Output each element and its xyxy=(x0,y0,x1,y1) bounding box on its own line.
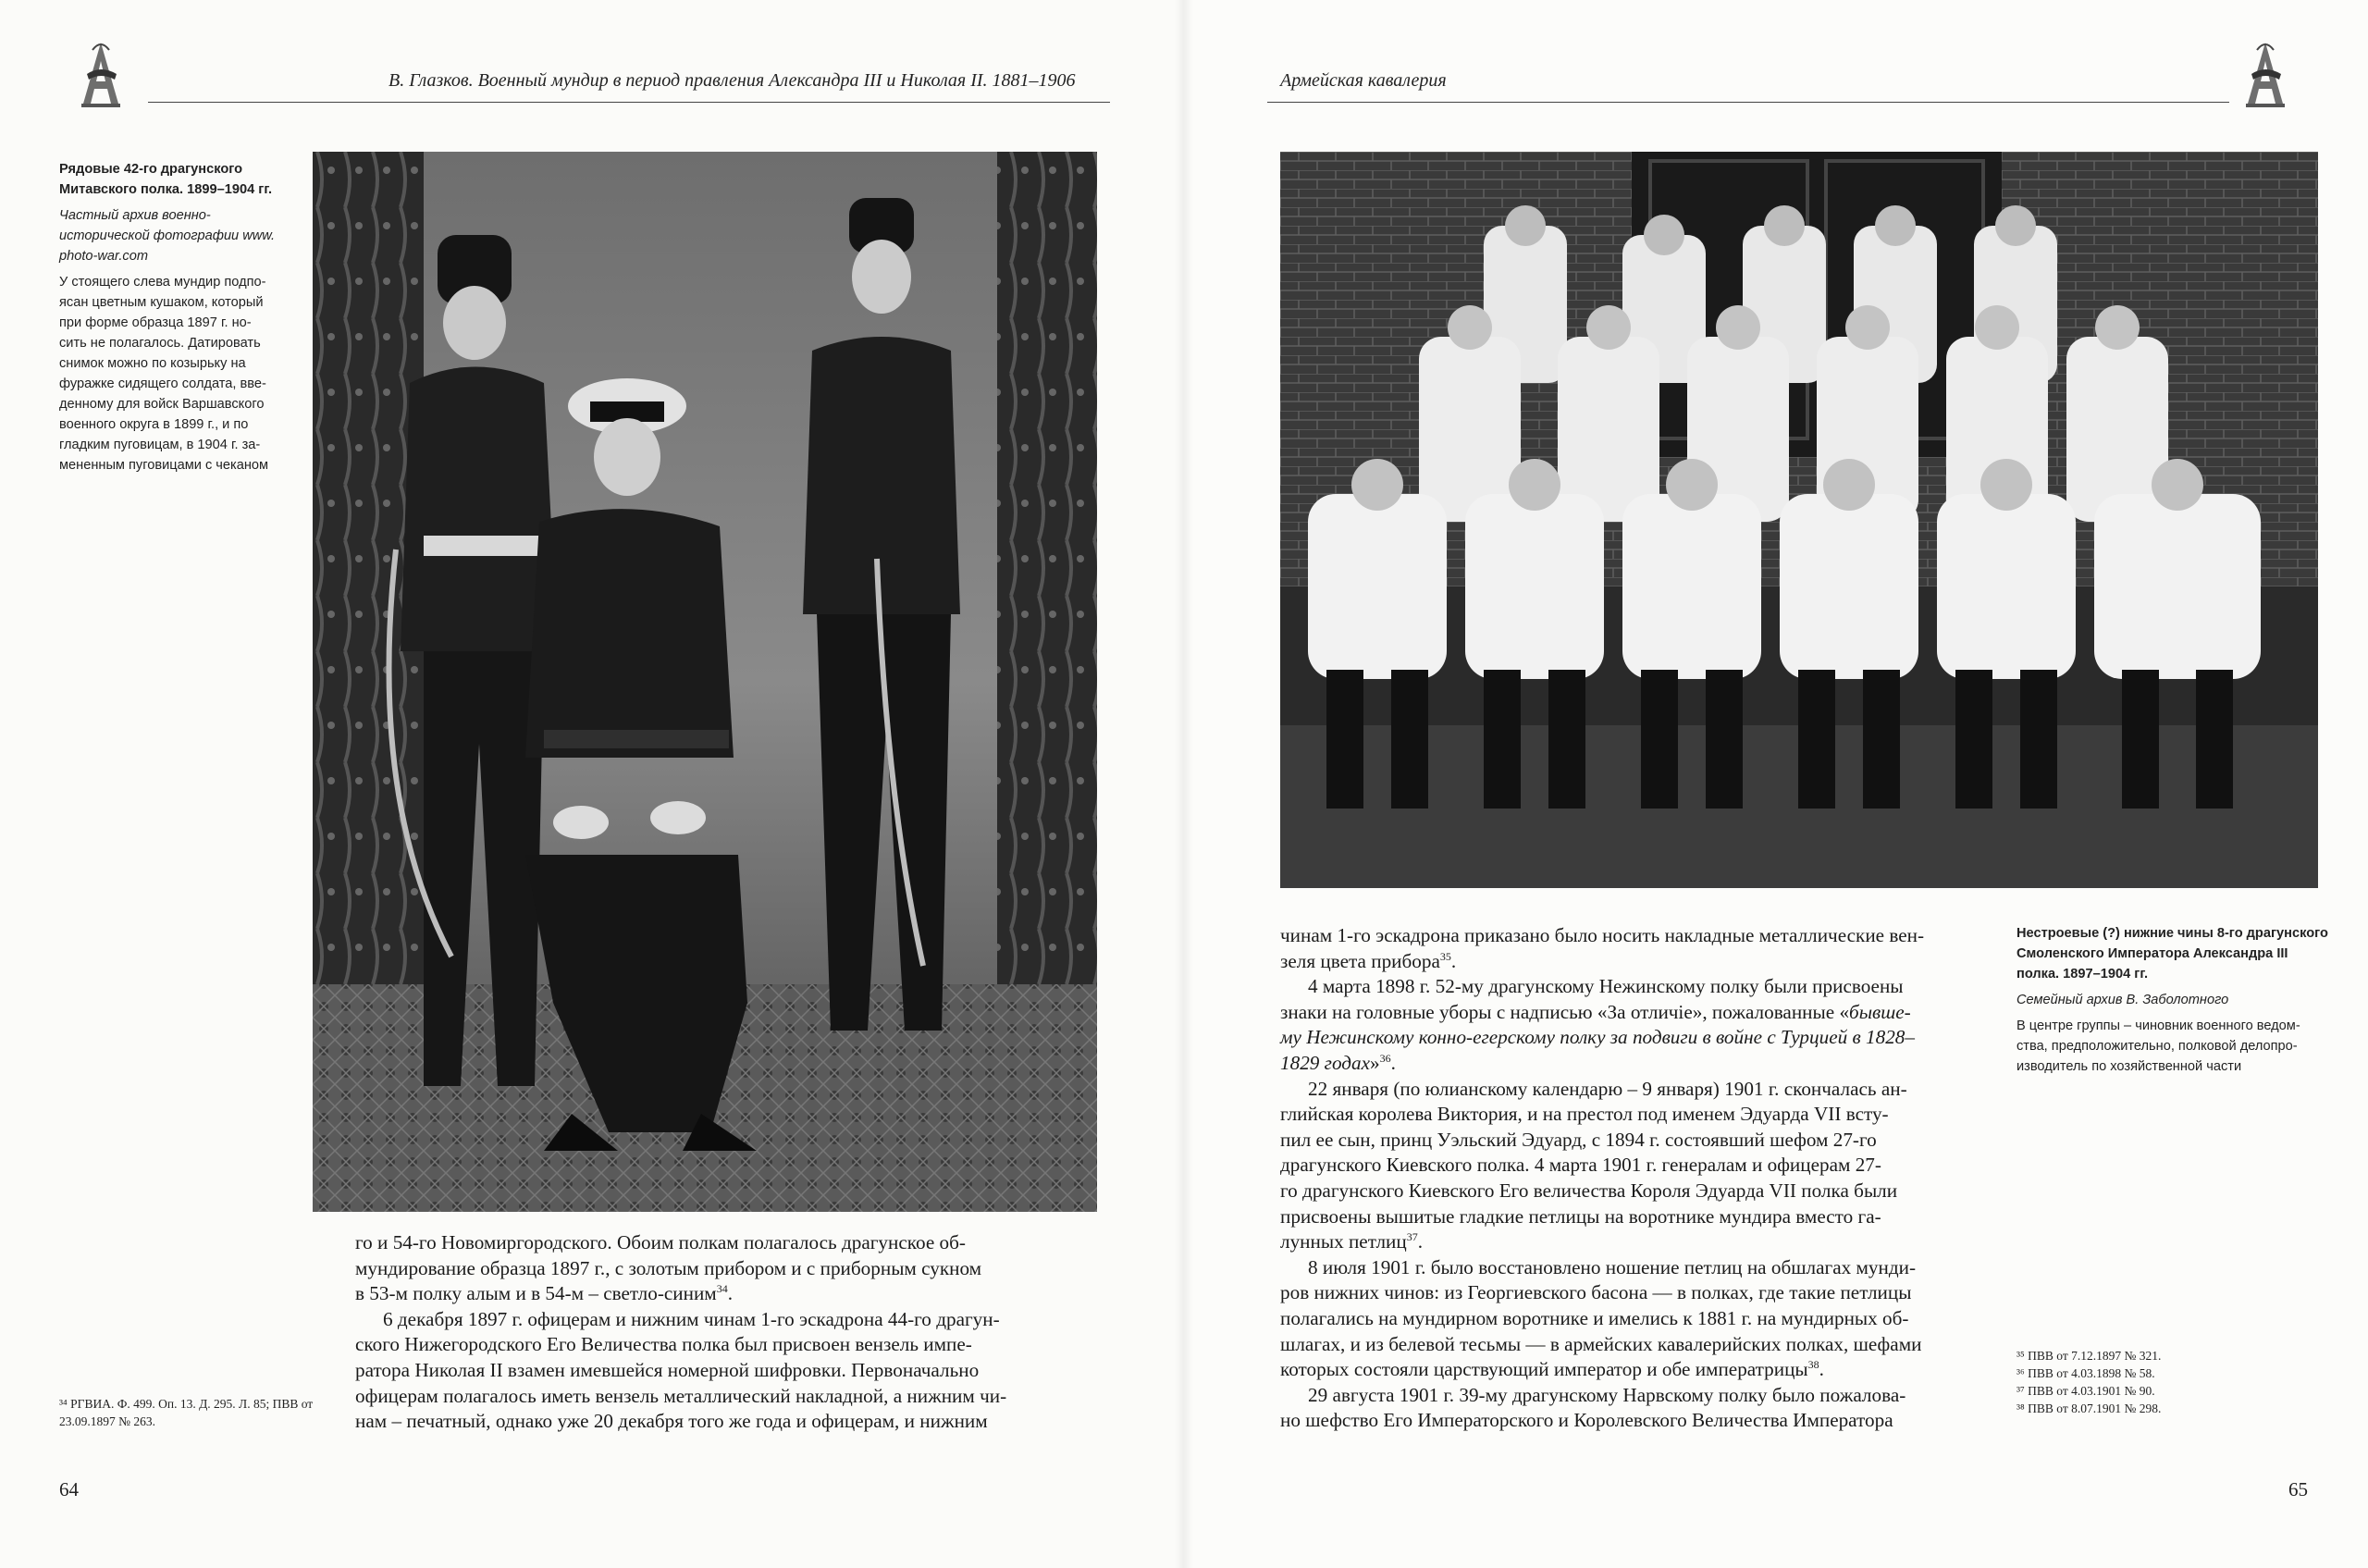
right-footnotes: ³⁵ ПВВ от 7.12.1897 № 321. ³⁶ ПВВ от 4.03.1898 № 58. ³⁷ ПВВ от 4.03.1901 № 90. ³⁸ ПВВ от 8.07.1901 № 298. xyxy=(2016,1349,2162,1415)
left-photo-caption xyxy=(59,159,295,475)
paragraph: го и 54-го Новомиргородского. Обоим полкам полагалось драгунское об- мундирование образца 1897 г., с золотым прибором и с приборным сукном в 53-м полку алым и в 54-м – светло-синим$^{34}$. xyxy=(355,1231,982,1305)
footnote-ref[interactable]: 36 xyxy=(1379,1051,1391,1065)
caption-description: В центре группы – чиновник военного ведом- ства, предположительно, полковой делопро- изводитель по хозяйственной части xyxy=(2016,1019,2300,1074)
paragraph: 4 марта 1898 г. 52-му драгунскому Нежинскому полку были присвоены знаки на головные уборы с надписью «За отличіе», пожалованные «бывше- му Нежинскому конно-егерскому полку за подвиги в войне с Турцией в 1828– 1829 годах»$^{36}$. xyxy=(1280,975,1915,1074)
right-running-header: Армейская кавалерия xyxy=(1280,70,1447,91)
paragraph: 29 августа 1901 г. 39-му драгунскому Нарвскому полку было пожалова- но шефство Его Императорского и Королевского Величества Императора xyxy=(1280,1383,1906,1432)
caption-source: Частный архив военно- исторической фотографии www. photo-war.com xyxy=(59,208,276,264)
caption-source: Семейный архив В. Заболотного xyxy=(2016,993,2229,1007)
paragraph: чинам 1-го эскадрона приказано было носить накладные металлические вен- зеля цвета прибора$^{35}$. xyxy=(1280,924,1925,972)
photo-three-dragoons xyxy=(313,152,1097,1212)
right-photo-caption xyxy=(2016,923,2331,1077)
publisher-monogram-logo-right xyxy=(2238,37,2292,111)
publisher-monogram-logo xyxy=(74,37,128,111)
caption-title: Нестроевые (?) нижние чины 8-го драгунского Смоленского Императора Александра III полка. 1897–1904 гг. xyxy=(2016,926,2328,982)
left-body-text xyxy=(355,1230,1099,1435)
paragraph: 22 января (по юлианскому календарю – 9 января) 1901 г. скончалась ан- глийская королева Виктория, и на престол под именем Эдуарда VII всту- пил ее сын, принц Уэльский Эдуард, с 1894 г. состоявший шефом 27-го драгунского Киевского полка. 4 марта 1901 г. генералам и офицерам 27- го драгунского Киевского Его величества Короля Эдуарда VII полка были присвоены вышитые гладкие петлицы на воротнике мундира вместо га- лунных петлиц$^{37}$. xyxy=(1280,1077,1907,1253)
left-running-header: В. Глазков. Военный мундир в период правления Александра III и Николая II. 1881–1906 xyxy=(388,70,1076,91)
right-body-text xyxy=(1280,923,1980,1434)
book-gutter xyxy=(1175,0,1193,1568)
caption-title: Рядовые 42-го драгунского Митавского полка. 1899–1904 гг. xyxy=(59,162,273,197)
right-header-rule xyxy=(1267,102,2229,103)
footnote-ref[interactable]: 37 xyxy=(1406,1230,1418,1244)
left-footnotes: ³⁴ РГВИА. Ф. 499. Оп. 13. Д. 295. Л. 85; ПВВ от 23.09.1897 № 263. xyxy=(59,1397,314,1428)
footnote-ref[interactable]: 35 xyxy=(1439,949,1451,963)
page-number-right: 65 xyxy=(2288,1478,2308,1500)
paragraph: 6 декабря 1897 г. офицерам и нижним чинам 1-го эскадрона 44-го драгун- ского Нижегородского Его Величества полка был присвоен вензель импе- ратора Николая II взамен имевшейся номерной шифровки. Первоначально офицерам полагалось иметь вензель металлический накладной, а нижним чи- нам – печатный, однако уже 20 декабря того же года и офицерам, и нижним xyxy=(355,1307,1007,1433)
paragraph: 8 июля 1901 г. было восстановлено ношение петлиц на обшлагах мунди- ров нижних чинов: из Георгиевского басона — в полках, где такие петлицы полагались на мундирном воротнике и имелись к 1881 г. на мундирных об- шлагах, и из белевой тесьмы — в армейских кавалерийских полках, шефами которых состояли царствующий император и обе императрицы$^{38}$. xyxy=(1280,1255,1922,1381)
page-number-left: 64 xyxy=(59,1478,79,1500)
caption-description: У стоящего слева мундир подпо- ясан цветным кушаком, который при форме образца 1897 г. но- сить не полагалось. Датировать снимок можно по козырьку на фуражке сидящего солдата, вве- денному для войск Варшавского военного округа в 1899 г., и по гладким пуговицам, в 1904 г. за- мененным пуговицами с чеканом xyxy=(59,275,269,473)
left-header-rule xyxy=(148,102,1110,103)
photo-dragoon-group xyxy=(1280,152,2318,888)
footnote-ref[interactable]: 38 xyxy=(1807,1358,1819,1372)
footnote-ref[interactable]: 34 xyxy=(716,1282,728,1296)
